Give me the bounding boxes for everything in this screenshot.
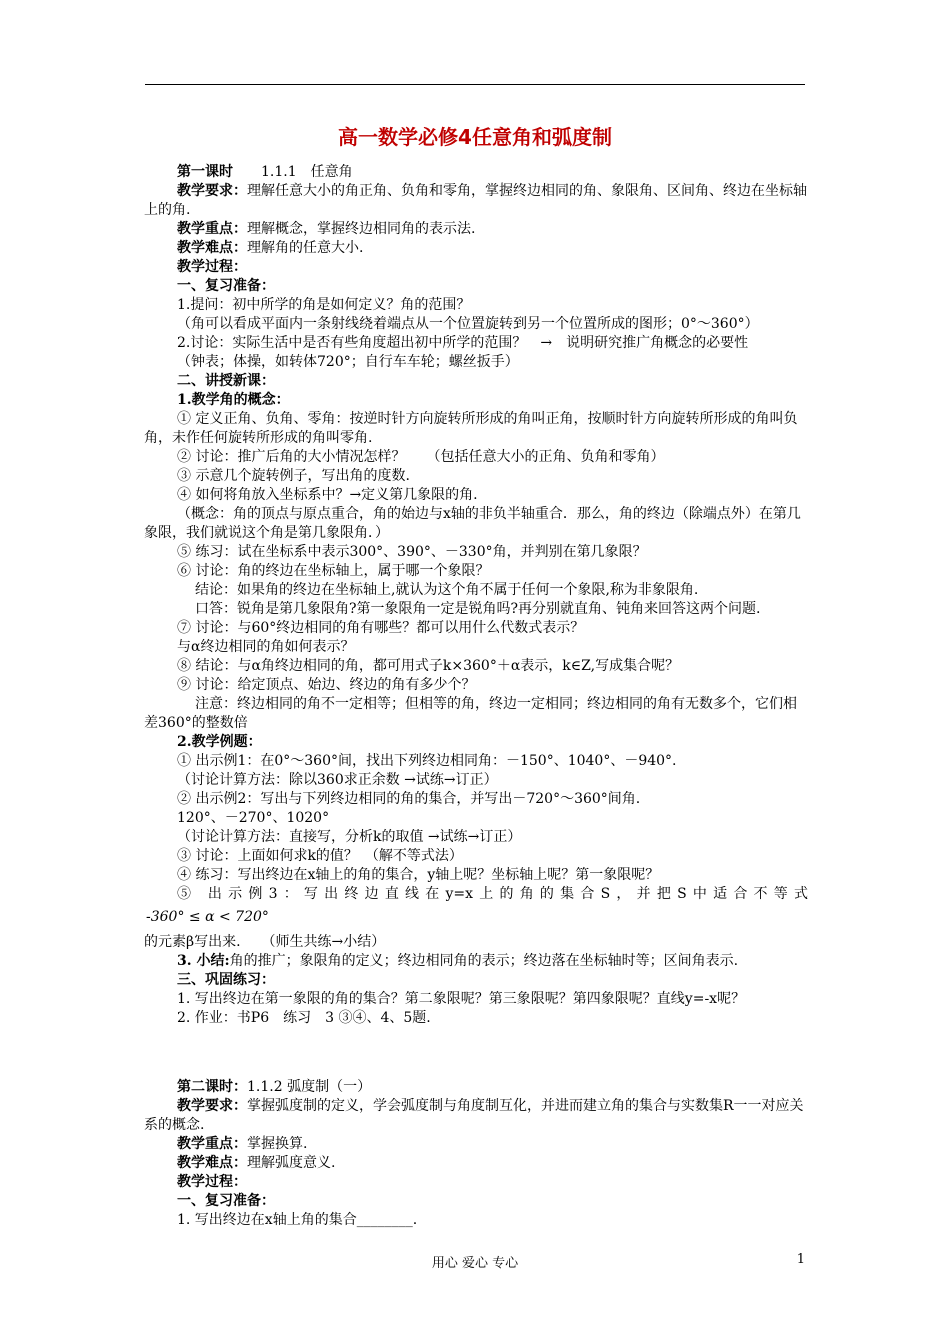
lesson1-process [144, 258, 808, 277]
summary [144, 952, 808, 971]
list-item: ② 讨论：推广后角的大小情况怎样？ （包括任意大小的正角、负角和零角） [177, 449, 665, 465]
lesson2-process [144, 1173, 808, 1192]
list-item: 结论：如果角的终边在坐标轴上,就认为这个角不属于任何一个象限,称为非象限角. [195, 582, 699, 598]
list-item: 注意：终边相同的角不一定相等；但相等的角，终边一定相同；终边相同的角有无数多个，它们相差360°的整数倍 [144, 696, 797, 731]
list-item: ① 定义正角、负角、零角：按逆时针方向旋转所形成的角叫正角，按顺时针方向旋转所形成的角叫负角，未作任何旋转所形成的角叫零角. [144, 411, 798, 446]
list-item: 1. 写出终边在x轴上角的集合________. [177, 1212, 418, 1228]
list-item: ⑥ 讨论：角的终边在坐标轴上，属于哪一个象限？ [177, 563, 490, 579]
list-item: 与α终边相同的角如何表示？ [177, 639, 355, 655]
list-item: ⑤ 练习：试在坐标系中表示300°、390°、－330°角，并判别在第几象限？ [177, 544, 647, 560]
subsection-examples [144, 733, 808, 752]
list-item: 1.提问：初中所学的角是如何定义？角的范围？ [177, 297, 471, 313]
section-heading: 二、讲授新课： [177, 373, 275, 389]
list-item: ⑨ 讨论：给定顶点、始边、终边的角有多少个？ [177, 677, 476, 693]
lesson2-section-review [144, 1192, 808, 1211]
section-practice [144, 971, 808, 990]
label: 教学过程： [177, 1174, 247, 1190]
list-item: 1. 写出终边在第一象限的角的集合？第二象限呢？第三象限呢？第四象限呢？直线y=-x呢？ [177, 991, 746, 1007]
page-title: 高一数学必修4任意角和弧度制 [338, 125, 612, 149]
lesson1-difficulty [144, 239, 808, 258]
lesson1-subtitle: 1.1.1 任意角 [261, 164, 353, 180]
label: 教学要求： [177, 183, 247, 199]
list-item: 口答：锐角是第几象限角?第一象限角一定是锐角吗?再分别就直角、钝角来回答这两个问题. [195, 601, 761, 617]
section-new-lesson [144, 372, 808, 391]
section-heading: 一、复习准备： [177, 278, 275, 294]
lesson1-focus [144, 220, 808, 239]
lesson1-requirement [144, 182, 808, 220]
label: 教学难点： [177, 240, 247, 256]
label: 教学重点： [177, 221, 247, 237]
list-item: ⑧ 结论：与α角终边相同的角，都可用式子k×360°＋α表示，k∈Z,写成集合呢？ [177, 658, 680, 674]
list-item: ① 出示例1：在0°～360°间，找出下列终边相同角：－150°、1040°、－940°. [177, 753, 677, 769]
page-number: 1 [796, 1252, 805, 1267]
list-item: （讨论计算方法：除以360求正余数 →试练→订正） [177, 772, 498, 788]
subsection-concept [144, 391, 808, 410]
list-item: （概念：角的顶点与原点重合，角的始边与x轴的非负半轴重合．那么，角的终边（除端点外）在第几象限，我们就说这个角是第几象限角．） [144, 506, 801, 541]
section-heading: 三、巩固练习： [177, 972, 275, 988]
lesson1-heading: 第一课时 [177, 164, 233, 180]
lesson2-heading-line [144, 1078, 808, 1097]
text: 理解角的任意大小. [247, 240, 364, 256]
lesson2-requirement [144, 1097, 808, 1135]
label: 教学难点： [177, 1155, 247, 1171]
list-item: 120°、－270°、1020° [177, 810, 330, 826]
list-item: 的元素β写出来. （师生共练→小结） [144, 934, 386, 950]
list-item: ② 出示例2：写出与下列终边相同的角的集合，并写出－720°～360°间角. [177, 791, 641, 807]
list-item: （角可以看成平面内一条射线绕着端点从一个位置旋转到另一个位置所成的图形；0°～360°） [177, 316, 759, 332]
list-item: ⑦ 讨论：与60°终边相同的角有哪些？都可以用什么代数式表示？ [177, 620, 585, 636]
header-rule [145, 84, 805, 85]
section-heading: 一、复习准备： [177, 1193, 275, 1209]
label: 教学要求： [177, 1098, 247, 1114]
list-item: ④ 练习：写出终边在x轴上的角的集合，y轴上呢？坐标轴上呢？第一象限呢？ [177, 867, 660, 883]
list-item: ③ 讨论：上面如何求k的值？ （解不等式法） [177, 848, 463, 864]
list-item: （讨论计算方法：直接写，分析k的取值 →试练→订正） [177, 829, 522, 845]
page-footer: 用心 爱心 专心 [431, 1256, 519, 1271]
label: 教学重点： [177, 1136, 247, 1152]
text: 掌握换算. [247, 1136, 308, 1152]
inequality-formula: -360° ≤ α < 720° [146, 909, 269, 925]
summary-label: 3. 小结: [177, 953, 230, 969]
lesson1-heading-line [144, 163, 808, 182]
text: 理解弧度意义. [247, 1155, 336, 1171]
list-item: 2. 作业：书P6 练习 3 ③④、4、5题. [177, 1010, 431, 1026]
lesson2-difficulty [144, 1154, 808, 1173]
list-item: ⑤ 出示例3：写出终边直线在y=x上的角的集合S，并把S中适合不等式 [177, 886, 808, 902]
subsection-heading: 1.教学角的概念： [177, 392, 290, 408]
text: 理解概念，掌握终边相同角的表示法. [247, 221, 476, 237]
subsection-heading: 2.教学例题： [177, 734, 262, 750]
lesson2-heading: 第二课时： [177, 1079, 247, 1095]
label: 教学过程： [177, 259, 247, 275]
list-item: ③ 示意几个旋转例子，写出角的度数. [177, 468, 410, 484]
text: 掌握弧度制的定义，学会弧度制与角度制互化，并进而建立角的集合与实数集R一一对应关系的概念. [144, 1098, 804, 1133]
document-body [144, 163, 808, 1230]
lesson2-focus [144, 1135, 808, 1154]
list-item: 2.讨论：实际生活中是否有些角度超出初中所学的范围？ → 说明研究推广角概念的必要性 [177, 335, 749, 351]
list-item: ④ 如何将角放入坐标系中？→定义第几象限的角. [177, 487, 478, 503]
section-review [144, 277, 808, 296]
list-item: （钟表；体操，如转体720°；自行车车轮；螺丝扳手） [177, 354, 519, 370]
summary-text: 角的推广；象限角的定义；终边相同角的表示；终边落在坐标轴时等；区间角表示. [229, 953, 739, 969]
text: 理解任意大小的角正角、负角和零角，掌握终边相同的角、象限角、区间角、终边在坐标轴上的角. [144, 183, 807, 218]
lesson2-subtitle: 1.1.2 弧度制（一） [247, 1079, 372, 1095]
